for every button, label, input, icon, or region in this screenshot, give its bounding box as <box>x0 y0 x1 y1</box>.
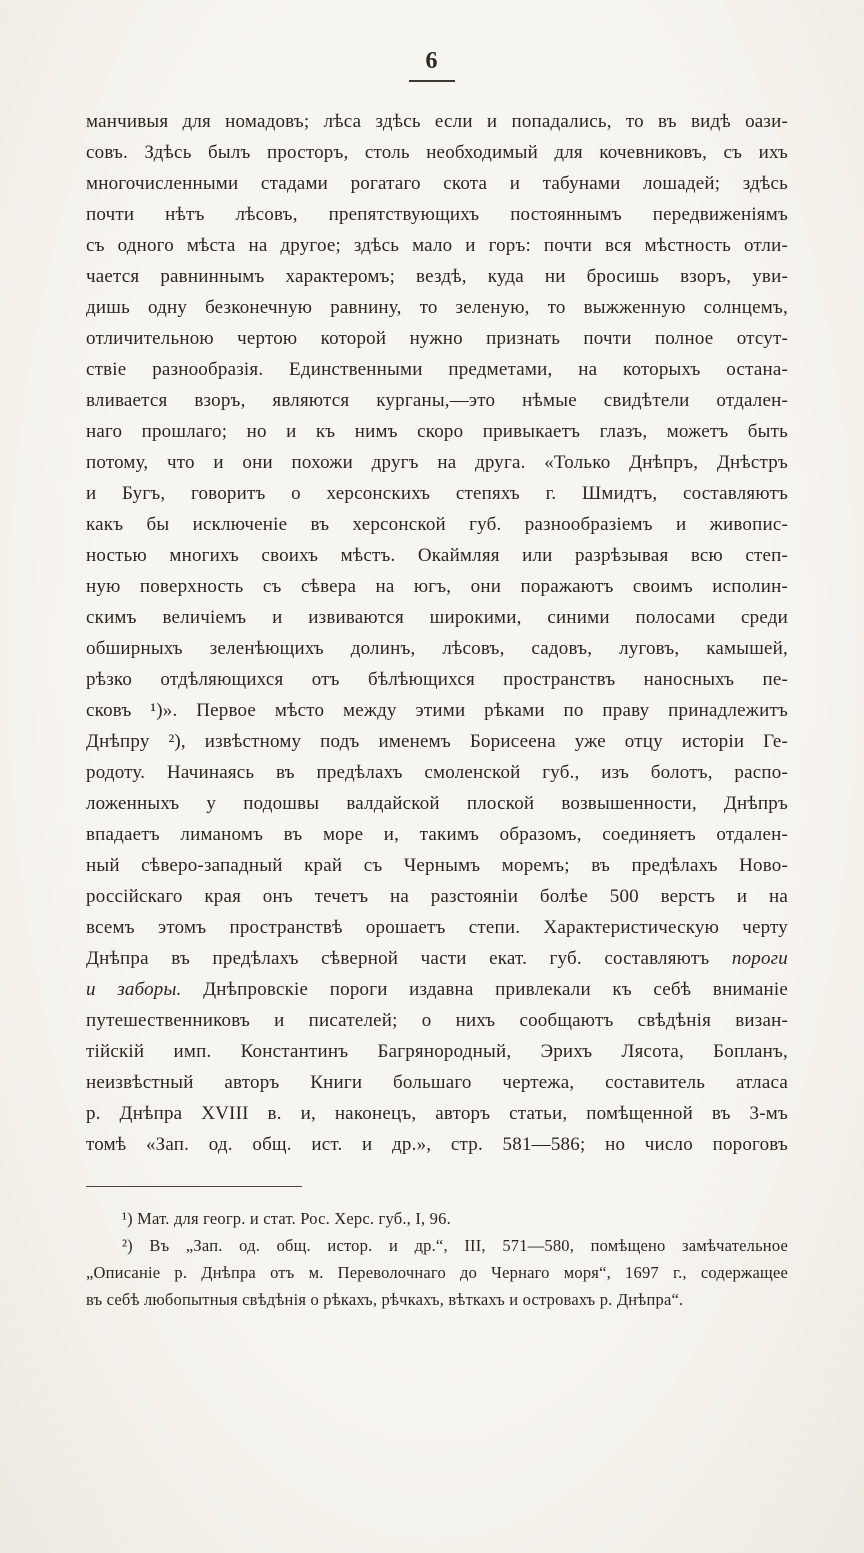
text-line: обширныхъ зеленѣющихъ долинъ, лѣсовъ, садовъ, луговъ, камышей, <box>86 638 788 659</box>
text-line: ностью многихъ своихъ мѣстъ. Окаймляя или разрѣзывая всю степ- <box>86 545 788 566</box>
footnote-line: ¹) Мат. для геогр. и стат. Рос. Херс. губ., I, 96. <box>122 1209 451 1228</box>
text-line: потому, что и они похожи другъ на друга. «Только Днѣпръ, Днѣстръ <box>86 452 788 473</box>
text-line: тійскій имп. Константинъ Багрянородный, Эрихъ Лясота, Бопланъ, <box>86 1041 788 1062</box>
italic-term: пороги <box>731 948 788 969</box>
body-text <box>0 82 864 1160</box>
footnote-line: ²) Въ „Зап. од. общ. истор. и др.“, III, 571—580, помѣщено замѣчательное <box>122 1236 788 1255</box>
text-line: р. Днѣпра XVIII в. и, наконецъ, авторъ статьи, помѣщенной въ 3-мъ <box>86 1103 788 1124</box>
text-line: наго прошлаго; но и къ нимъ скоро привыкаетъ глазъ, можетъ быть <box>86 421 788 442</box>
text-line: чается равниннымъ характеромъ; вездѣ, куда ни бросишь взоръ, уви- <box>86 266 788 287</box>
text-line: ложенныхъ у подошвы валдайской плоской возвышенности, Днѣпръ <box>86 793 788 814</box>
text-line: почти нѣтъ лѣсовъ, препятствующихъ постояннымъ передвиженіямъ <box>86 204 788 225</box>
text-line: дишь одну безконечную равнину, то зеленую, то выжженную солнцемъ, <box>86 297 788 318</box>
page-header <box>0 0 864 82</box>
text-line: скимъ величіемъ и извиваются широкими, синими полосами среди <box>86 607 788 628</box>
text-line: путешественниковъ и писателей; о нихъ сообщаютъ свѣдѣнія визан- <box>86 1010 788 1031</box>
footnotes <box>0 1187 864 1313</box>
text-line: какъ бы исключеніе въ херсонской губ. разнообразіемъ и живопис- <box>86 514 788 535</box>
text-line: вливается взоръ, являются курганы,—это нѣмые свидѣтели отдален- <box>86 390 788 411</box>
text-line: томѣ «Зап. од. общ. ист. и др.», стр. 581—586; но число пороговъ <box>86 1134 788 1155</box>
text-line: неизвѣстный авторъ Книги большаго чертежа, составитель атласа <box>86 1072 788 1093</box>
text-line: многочисленными стадами рогатаго скота и табунами лошадей; здѣсь <box>86 173 788 194</box>
text-line: рѣзко отдѣляющихся отъ бѣлѣющихся пространствъ наносныхъ пе- <box>86 669 788 690</box>
text-line: и Бугъ, говоритъ о херсонскихъ степяхъ г. Шмидтъ, составляютъ <box>86 483 788 504</box>
text-line: ный сѣверо-западный край съ Чернымъ моремъ; въ предѣлахъ Ново- <box>86 855 788 876</box>
text-line: ствіе разнообразія. Единственными предметами, на которыхъ остана- <box>86 359 788 380</box>
text-line: отличительною чертою которой нужно признать почти полное отсут- <box>86 328 788 349</box>
text-line: впадаетъ лиманомъ въ море и, такимъ образомъ, соединяетъ отдален- <box>86 824 788 845</box>
text-line: манчивыя для номадовъ; лѣса здѣсь если и попадались, то въ видѣ оази- <box>86 111 788 132</box>
text-line: родоту. Начинаясь въ предѣлахъ смоленской губ., изъ болотъ, распо- <box>86 762 788 783</box>
text-line <box>86 943 788 974</box>
italic-term: и заборы. <box>86 979 182 1000</box>
page-number: 6 <box>425 48 439 74</box>
footnote-line: „Описаніе р. Днѣпра отъ м. Переволочнаго до Чернаго моря“, 1697 г., содержащее <box>86 1263 788 1282</box>
text-line: Днѣпру ²), извѣстному подъ именемъ Борисеена уже отцу исторіи Ге- <box>86 731 788 752</box>
text-line: совъ. Здѣсь былъ просторъ, столь необходимый для кочевниковъ, съ ихъ <box>86 142 788 163</box>
text-line: россійскаго края онъ течетъ на разстояніи болѣе 500 верстъ и на <box>86 886 788 907</box>
text-line: съ одного мѣста на другое; здѣсь мало и горъ: почти вся мѣстность отли- <box>86 235 788 256</box>
text-segment: Днѣпра въ предѣлахъ сѣверной части екат. губ. составляютъ <box>86 948 732 969</box>
footnote-line: въ себѣ любопытныя свѣдѣнія о рѣкахъ, рѣчкахъ, вѣткахъ и островахъ р. Днѣпра“. <box>86 1290 684 1309</box>
text-line <box>86 974 788 1005</box>
text-segment: Днѣпровскіе пороги издавна привлекали къ себѣ вниманіе <box>181 979 788 1000</box>
text-line: ную поверхность съ сѣвера на югъ, они поражаютъ своимъ исполин- <box>86 576 788 597</box>
text-line: сковъ ¹)». Первое мѣсто между этими рѣками по праву принадлежитъ <box>86 700 788 721</box>
text-line: всемъ этомъ пространствѣ орошаетъ степи. Характеристическую черту <box>86 917 788 938</box>
